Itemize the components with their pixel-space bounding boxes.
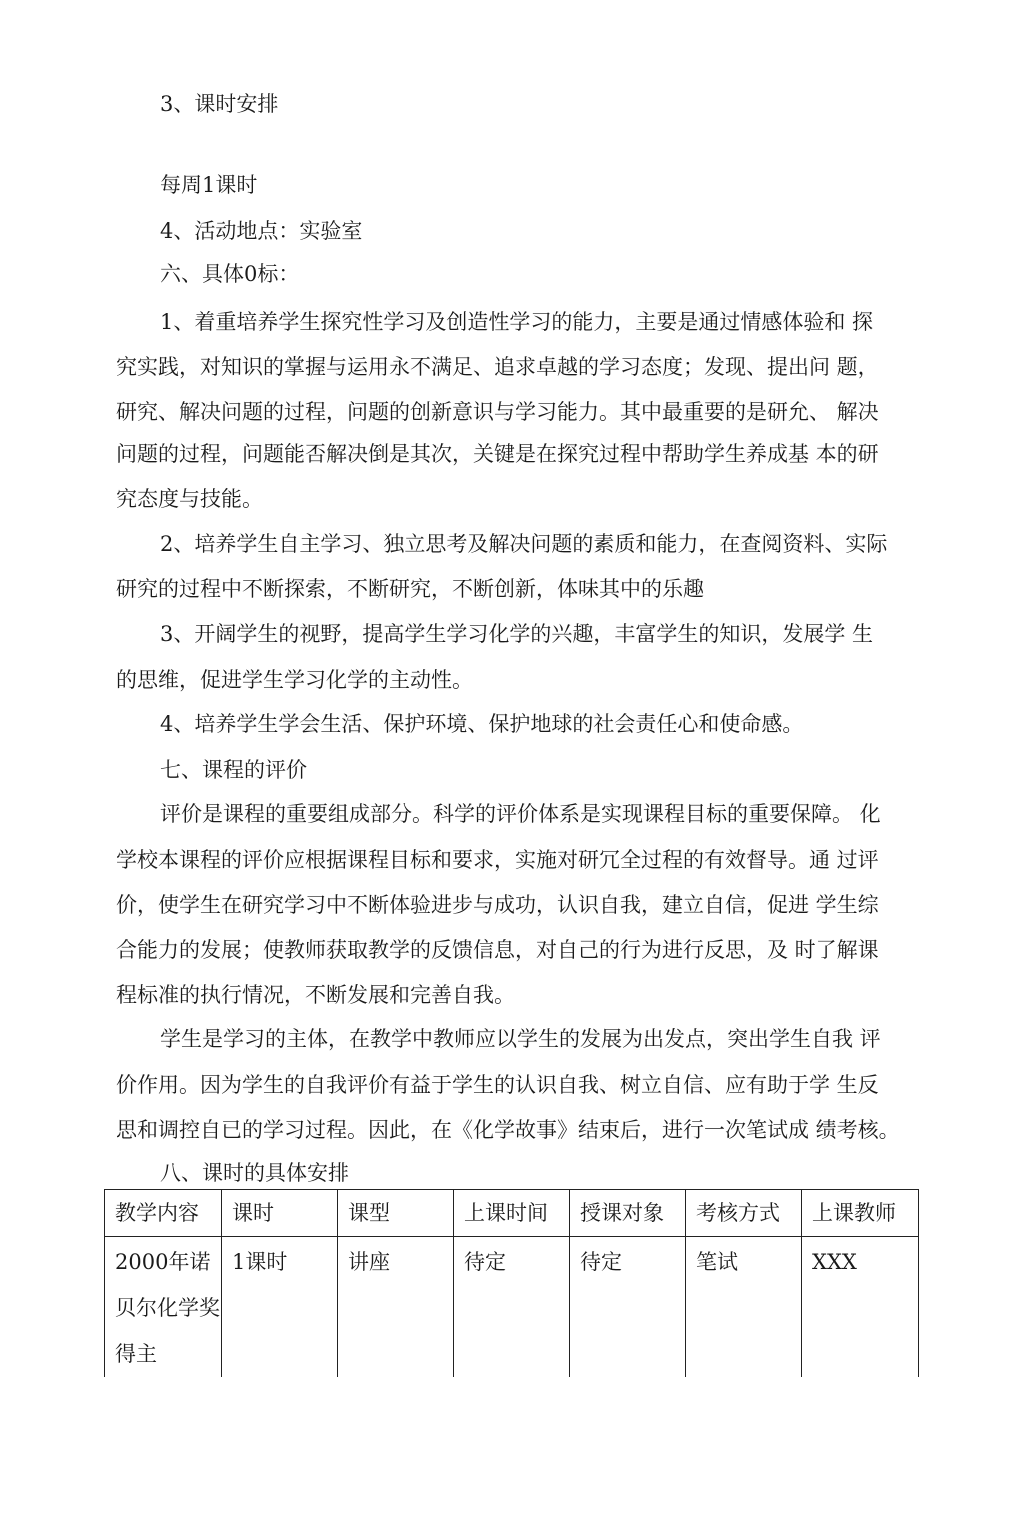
evaluation-para-1-line-4: 合能力的发展；使教师获取教学的反馈信息，对自己的行为进行反思，及 时了解课: [116, 938, 879, 962]
objective-1-line-5: 究态度与技能。: [116, 487, 263, 511]
table-header-cell: 教学内容: [105, 1190, 222, 1237]
section-item-location: 4、活动地点：实验室: [160, 219, 363, 243]
table-cell: [570, 1237, 686, 1378]
cell-text: 笔试: [696, 1250, 738, 1274]
table-header-cell: 课时: [222, 1190, 338, 1237]
objective-4: 4、培养学生学会生活、保护环境、保护地球的社会责任心和使命感。: [160, 712, 804, 736]
objective-3-line-1: 3、开阔学生的视野，提高学生学习化学的兴趣，丰富学生的知识，发展学 生: [160, 622, 874, 646]
table-header-cell: 上课教师: [802, 1190, 919, 1237]
objective-2-line-2: 研究的过程中不断探索，不断研究，不断创新，体味其中的乐趣: [116, 577, 704, 601]
cell-text: XXX: [812, 1250, 857, 1274]
table-cell: [802, 1237, 919, 1378]
table-cell: [105, 1237, 222, 1378]
objective-3-line-2: 的思维，促进学生学习化学的主动性。: [116, 668, 473, 692]
objective-1-line-1: 1、着重培养学生探究性学习及创造性学习的能力，主要是通过情感体验和 探: [160, 310, 874, 334]
evaluation-para-1-line-2: 学校本课程的评价应根据课程目标和要求，实施对研冗全过程的有效督导。通 过评: [116, 848, 879, 872]
table-cell: [222, 1237, 338, 1378]
schedule-table: [104, 1189, 919, 1377]
table-row: [105, 1237, 919, 1378]
evaluation-para-2-line-2: 价作用。因为学生的自我评价有益于学生的认识自我、树立自信、应有助于学 生反: [116, 1073, 879, 1097]
section-heading-evaluation: 七、课程的评价: [160, 758, 307, 782]
table-header-cell: 考核方式: [686, 1190, 802, 1237]
section-heading-arrangement: 八、课时的具体安排: [160, 1161, 349, 1185]
objective-1-line-4: 问题的过程，问题能否解决倒是其次，关键是在探究过程中帮助学生养成基 本的研: [116, 442, 879, 466]
schedule-text: 每周1课时: [160, 173, 258, 197]
table-cell: [686, 1237, 802, 1378]
evaluation-para-1-line-1: 评价是课程的重要组成部分。科学的评价体系是实现课程目标的重要保障。 化: [160, 802, 881, 826]
cell-text: 1课时: [232, 1250, 288, 1274]
table-cell: [338, 1237, 454, 1378]
table-cell: [454, 1237, 570, 1378]
evaluation-para-1-line-5: 程标准的执行情况，不断发展和完善自我。: [116, 983, 515, 1007]
table-header-row: [105, 1190, 919, 1237]
cell-text: 待定: [580, 1250, 622, 1274]
evaluation-para-1-line-3: 价，使学生在研究学习中不断体验进步与成功，认识自我，建立自信，促进 学生综: [116, 893, 879, 917]
objective-1-line-2: 究实践，对知识的掌握与运用永不满足、追求卓越的学习态度；发现、提出问 题，: [116, 355, 879, 379]
section-heading-objectives: 六、具体0标：: [160, 262, 300, 286]
evaluation-para-2-line-1: 学生是学习的主体，在教学中教师应以学生的发展为出发点，突出学生自我 评: [160, 1027, 881, 1051]
objective-2-line-1: 2、培养学生自主学习、独立思考及解决问题的素质和能力，在查阅资料、实际: [160, 532, 888, 556]
section-item-schedule: 3、课时安排: [160, 92, 279, 116]
objective-1-line-3: 研究、解决问题的过程，问题的创新意识与学习能力。其中最重要的是研允、 解决: [116, 400, 879, 424]
table-header-cell: 授课对象: [570, 1190, 686, 1237]
cell-text: 讲座: [348, 1250, 390, 1274]
cell-text: 待定: [464, 1250, 506, 1274]
evaluation-para-2-line-3: 思和调控自已的学习过程。因此，在《化学故事》结束后，进行一次笔试成 绩考核。: [116, 1118, 900, 1142]
table-header-cell: 课型: [338, 1190, 454, 1237]
table-header-cell: 上课时间: [454, 1190, 570, 1237]
cell-text: 2000年诺贝尔化学奖得主: [115, 1250, 220, 1366]
